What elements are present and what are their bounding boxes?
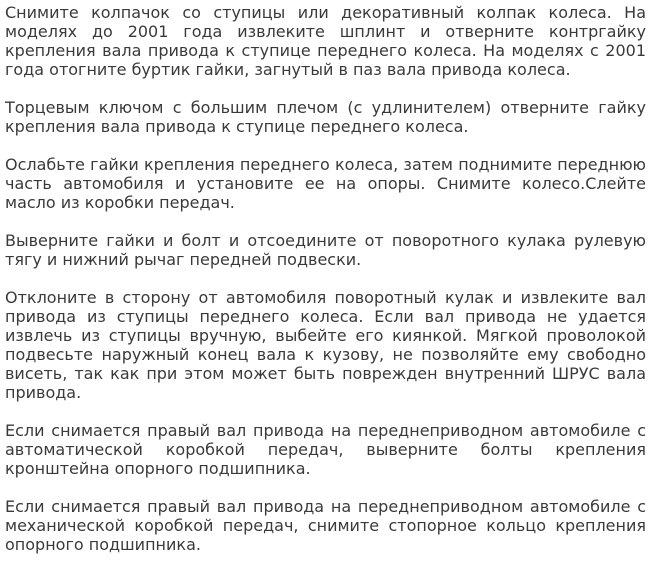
- paragraph: Если снимается правый вал привода на переднеприводном автомобиле с механической коробкой передач, снимите стопорное кольцо крепления опорного подшипника.: [5, 497, 646, 554]
- paragraph: Ослабьте гайки крепления переднего колеса, затем поднимите переднюю часть автомобиля и установите ее на опоры. Снимите колесо.Слейте масло из коробки передач.: [5, 155, 646, 212]
- paragraph: Выверните гайки и болт и отсоедините от поворотного кулака рулевую тягу и нижний рычаг передней подвески.: [5, 231, 646, 269]
- paragraph: Если снимается правый вал привода на переднеприводном автомобиле с автоматической коробкой передач, выверните болты крепления кронштейна опорного подшипника.: [5, 421, 646, 478]
- paragraph: Снимите колпачок со ступицы или декоративный колпак колеса. На моделях до 2001 года извлеките шплинт и отверните контргайку крепления вала привода к ступице переднего колеса. На моделях с 2001 года отогните буртик гайки, загнутый в паз вала привода колеса.: [5, 3, 646, 79]
- paragraph: Отклоните в сторону от автомобиля поворотный кулак и извлеките вал привода из ступицы переднего колеса. Если вал привода не удается извлечь из ступицы вручную, выбейте его киянкой. Мягкой проволокой подвесьте наружный конец вала к кузову, не позволяйте ему свободно висеть, так как при этом может быть поврежден внутренний ШРУС вала привода.: [5, 288, 646, 402]
- paragraph: Торцевым ключом с большим плечом (с удлинителем) отверните гайку крепления вала привода к ступице переднего колеса.: [5, 98, 646, 136]
